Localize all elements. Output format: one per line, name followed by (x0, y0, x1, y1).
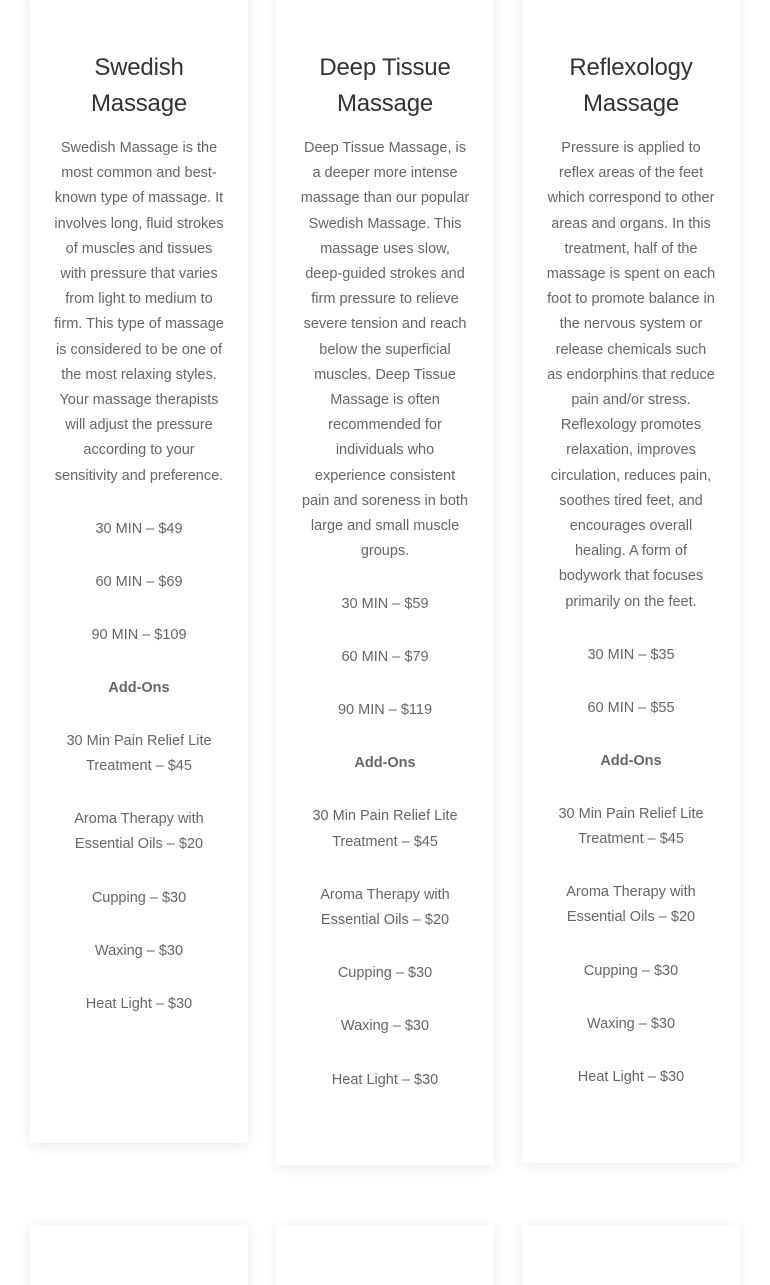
service-title: Reflexology Massage (569, 54, 693, 117)
addon-item: Heat Light – $30 (577, 1069, 685, 1086)
price-item: 30 MIN – $49 (95, 520, 183, 537)
addon-item: 30 Min Pain Relief Lite Treatment – $45 (558, 805, 704, 848)
addon-item: Heat Light – $30 (331, 1071, 439, 1088)
service-description: Deep Tissue Massage, is a deeper more intense massage than our popular Swedish Massage. This massage uses slow, deep-guided strokes and firm pressure to relieve severe tension and reach below the superficial muscles. Deep Tissue Massage is often recommended for individuals who experience consistent pain and soreness in both large and small muscle groups. (300, 140, 470, 560)
addon-list (54, 729, 224, 1017)
service-card-reflexology (522, 0, 740, 1163)
price-item: 30 MIN – $59 (341, 596, 429, 613)
addon-item: Aroma Therapy with Essential Oils – $20 (566, 884, 696, 926)
addon-list (300, 804, 470, 1092)
addon-item: Cupping – $30 (91, 889, 187, 906)
price-item: 30 MIN – $35 (587, 646, 675, 663)
price-item: 60 MIN – $55 (587, 699, 675, 716)
addon-item: Aroma Therapy with Essential Oils – $20 (74, 811, 204, 853)
service-card-next (522, 1225, 740, 1285)
price-list (54, 517, 224, 648)
addon-item: Waxing – $30 (94, 942, 184, 959)
addon-item: Waxing – $30 (586, 1015, 676, 1032)
service-card-deep-tissue (276, 0, 494, 1165)
service-card-next (30, 1225, 248, 1285)
price-item: 90 MIN – $109 (91, 626, 187, 643)
price-list (300, 592, 470, 723)
price-item: 90 MIN – $119 (337, 702, 433, 719)
price-item: 60 MIN – $79 (341, 649, 429, 666)
addon-item: Heat Light – $30 (85, 996, 193, 1013)
addon-list (546, 802, 716, 1090)
service-card-next (276, 1225, 494, 1285)
service-card-swedish (30, 0, 248, 1143)
service-description: Pressure is applied to reflex areas of the feet which correspond to other areas and organs. In this treatment, half of the massage is spent on each foot to promote balance in the nervous system or release chemicals such as endorphins that reduce pain and/or stress. Reflexology promotes relaxation, improves circulation, reduces pain, soothes tired feet, and encourages overall healing. A form of bodywork that focuses primarily on the feet. (546, 140, 716, 610)
addons-heading: Add-Ons (600, 752, 662, 769)
price-item: 60 MIN – $69 (95, 573, 183, 590)
addons-heading: Add-Ons (108, 679, 170, 696)
price-list (546, 643, 716, 721)
service-title: Deep Tissue Massage (319, 54, 451, 117)
service-description: Swedish Massage is the most common and best-known type of massage. It involves long, fluid strokes of muscles and tissues with pressure that varies from light to medium to firm. This type of massage is considered to be one of the most relaxing styles. Your massage therapists will adjust the pressure according to your sensitivity and preference. (54, 140, 224, 484)
addon-item: Cupping – $30 (337, 965, 433, 982)
addon-item: Cupping – $30 (583, 962, 679, 979)
addons-heading: Add-Ons (354, 755, 416, 772)
addon-item: 30 Min Pain Relief Lite Treatment – $45 (312, 808, 458, 850)
addon-item: Aroma Therapy with Essential Oils – $20 (320, 886, 450, 929)
addon-item: 30 Min Pain Relief Lite Treatment – $45 (66, 732, 212, 775)
addon-item: Waxing – $30 (340, 1018, 430, 1035)
service-title: Swedish Massage (91, 54, 187, 117)
